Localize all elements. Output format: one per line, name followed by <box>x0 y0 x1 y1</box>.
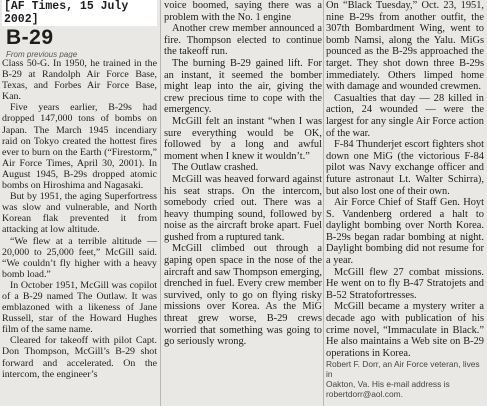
article-column-1 <box>2 0 157 380</box>
paragraph: The Outlaw crashed. <box>172 162 259 174</box>
paragraph: Another crew member announced a fire. Thompson elected to continue the takeoff run. <box>164 23 322 58</box>
paragraph: In October 1951, McGill was copilot of a B-29 named The Outlaw. It was emblazoned with a likeness of Jane Russell, star of the Howard Hughes film of the same name. <box>2 279 157 336</box>
paragraph: Five years earlier, B-29s had dropped 147,000 tons of bombs on Japan. The March 1945 incendiary raid on Tokyo created the hottest fires ever to burn on the Earth (“Firestorm,” Air Force Times, April 30, 2001). In August 1945, B-29s dropped atomic bombs on Hiroshima and Nagasaki. <box>2 102 157 192</box>
paragraph: The burning B-29 gained lift. For an instant, it seemed the bomber might leap into the air, giving the crew precious time to cope with the emergency. <box>164 57 322 116</box>
paragraph: Cleared for takeoff with pilot Capt. Don Thompson, McGill’s B-29 shot forward and accelerated. On the intercom, the engineer’s <box>2 335 157 380</box>
paragraph: McGill became a mystery writer a decade ago with publication of his crime novel, “Immaculate in Black.” He also maintains a Web site on B-29 operations in Korea. <box>326 301 484 359</box>
credit-line: Robert F. Dorr, an Air Force veteran, lives in <box>326 359 480 380</box>
column-divider <box>323 0 324 406</box>
column-1-body <box>2 58 157 380</box>
paragraph: McGill was heaved forward against his seat straps. On the intercom, somebody cried out. There was a heavy thumping sound, followed by noise as the aircraft broke apart. Fuel gushed from a ruptured tank. <box>164 173 322 243</box>
paragraph: McGill felt an instant “when I was sure everything would be OK, followed by a long and awful moment when I knew it wouldn’t.” <box>164 115 322 162</box>
author-credit <box>326 359 484 399</box>
article-column-3 <box>326 0 484 399</box>
headline: B-29 <box>6 26 54 49</box>
author-email: robertdorr@aol.com. <box>326 389 403 400</box>
paragraph: voice boomed, saying there was a problem with the No. 1 engine <box>164 0 322 23</box>
column-divider <box>160 0 161 406</box>
paragraph: But by 1951, the aging Superfortress was slow and vulnerable, and North Korean flak prevented it from attacking at low altitude. <box>2 191 157 236</box>
column-2-body <box>164 0 322 348</box>
paragraph: Air Force Chief of Staff Gen. Hoyt S. Vandenberg ordered a halt to daylight bombing over North Korea. B-29s began radar bombing at night. Daylight bombing did not resume for a year. <box>326 197 484 267</box>
column-3-body <box>326 0 484 359</box>
paragraph: Class 50-G. In 1950, he trained in the B-29 at Randolph Air Force Base, Texas, and Forbes Air Force Base, Kan. <box>2 58 157 103</box>
continued-from-label: From previous page <box>6 50 78 58</box>
paragraph: McGill flew 27 combat missions. He went on to fly B-47 Stratojets and B-52 Stratofortresses. <box>326 266 484 301</box>
paragraph: On “Black Tuesday,” Oct. 23, 1951, nine B-29s from another outfit, the 307th Bombardment Wing, went to bomb Namsi, along the Yalu. MiGs pounced as the B-29s approached the target. They shot down three B-29s immediately. Others limped home with damage and wounded crewmen. <box>326 0 484 93</box>
paragraph: Casualties that day — 28 killed in action, 24 wounded — were the largest for any single Air Force action of the war. <box>326 92 484 139</box>
article-column-2 <box>164 0 322 348</box>
paragraph: F-84 Thunderjet escort fighters shot down one MiG (the victorious F-84 pilot was Navy exchange officer and future astronaut Lt. Walter Schirra), but also lost one of their own. <box>326 139 484 197</box>
source-tag: [AF Times, 15 July 2002] <box>2 0 157 26</box>
paragraph: McGill climbed out through a gaping open space in the nose of the aircraft and saw Thompson emerging, drenched in fuel. Every crew member survived, only to go on flying risky missions over Korea. As the MiG threat grew worse, B-29 crews worried that something was going to go seriously wrong. <box>164 243 322 348</box>
credit-line: Oakton, Va. His e-mail address is <box>326 379 450 390</box>
paragraph: “We flew at a terrible altitude — 20,000 to 25,000 feet,” McGill said. “We couldn’t fly higher with a heavy bomb load.” <box>2 235 157 280</box>
